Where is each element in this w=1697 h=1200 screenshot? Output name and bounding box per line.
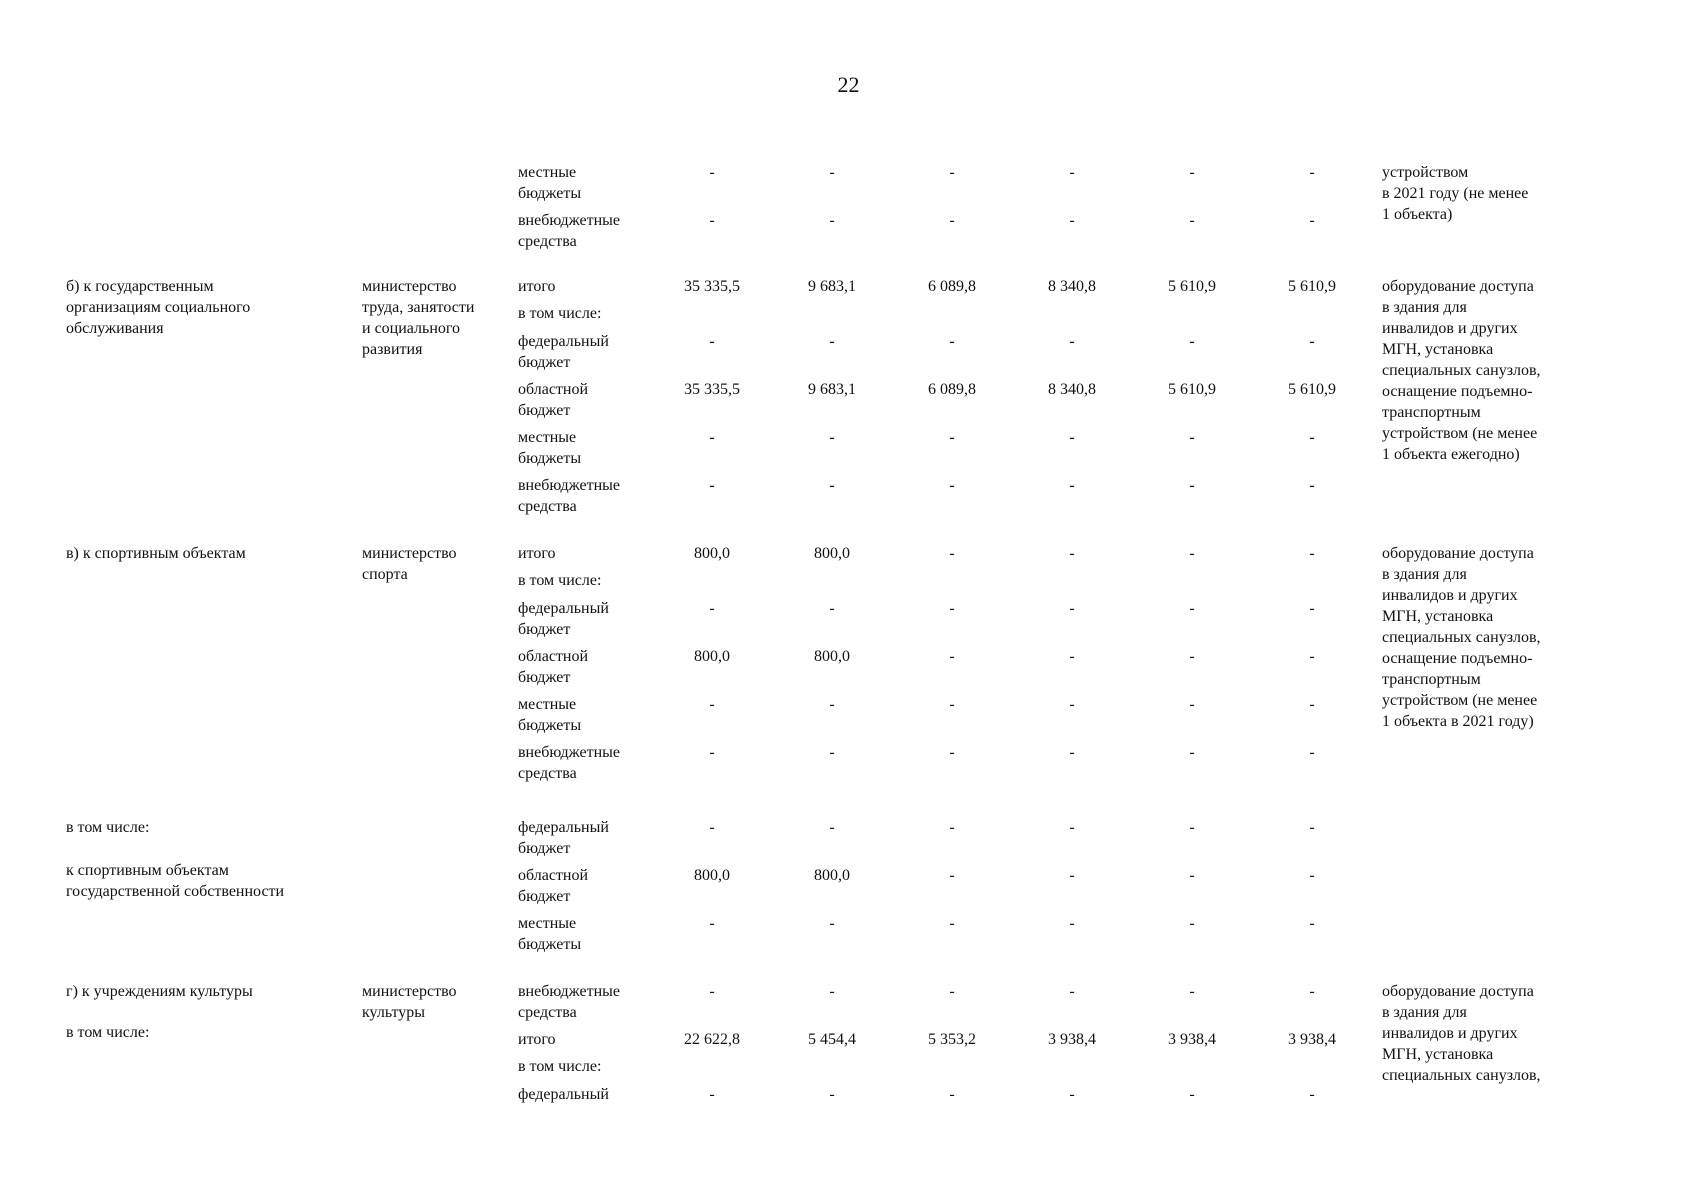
amount-cell: - — [1069, 867, 1075, 884]
amount-cell: - — [949, 164, 955, 181]
amount-cell: 5 610,9 — [1168, 278, 1216, 295]
amount-cell: 800,0 — [814, 545, 850, 562]
amount-cell: - — [829, 915, 835, 932]
funding-source-label: итого — [518, 545, 556, 562]
amount-cell: 35 335,5 — [684, 381, 740, 398]
amount-cell: - — [1069, 333, 1075, 350]
amount-cell: - — [949, 477, 955, 494]
amount-cell: - — [709, 819, 715, 836]
amount-cell: - — [1069, 696, 1075, 713]
amount-cell: - — [1309, 819, 1315, 836]
amount-cell: 9 683,1 — [808, 278, 856, 295]
amount-cell: - — [1309, 983, 1315, 1000]
amount-cell: - — [1069, 648, 1075, 665]
funding-source-label: областной бюджет — [518, 648, 589, 686]
amount-cell: 9 683,1 — [808, 381, 856, 398]
amount-cell: - — [829, 477, 835, 494]
amount-cell: - — [1309, 333, 1315, 350]
amount-cell: - — [1189, 983, 1195, 1000]
amount-cell: - — [1309, 867, 1315, 884]
row-title: в том числе: — [66, 819, 150, 836]
amount-cell: - — [949, 648, 955, 665]
amount-cell: - — [1069, 1086, 1075, 1103]
amount-cell: 800,0 — [694, 648, 730, 665]
amount-cell: - — [949, 1086, 955, 1103]
amount-cell: - — [1069, 600, 1075, 617]
amount-cell: - — [709, 429, 715, 446]
amount-cell: - — [1069, 983, 1075, 1000]
amount-cell: - — [1069, 744, 1075, 761]
amount-cell: - — [829, 600, 835, 617]
row-title: к спортивным объектам государственной собственности — [66, 862, 285, 900]
amount-cell: - — [1189, 648, 1195, 665]
amount-cell: - — [709, 915, 715, 932]
amount-cell: - — [949, 429, 955, 446]
amount-cell: - — [949, 744, 955, 761]
expected-result-note: устройством в 2021 году (не менее 1 объекта) — [1382, 164, 1529, 223]
amount-cell: 800,0 — [694, 545, 730, 562]
amount-cell: - — [1069, 819, 1075, 836]
amount-cell: - — [829, 696, 835, 713]
funding-source-label: местные бюджеты — [518, 696, 582, 734]
amount-cell: - — [1189, 545, 1195, 562]
amount-cell: - — [1309, 212, 1315, 229]
funding-source-label: итого — [518, 1031, 556, 1048]
amount-cell: - — [949, 545, 955, 562]
amount-cell: 5 610,9 — [1168, 381, 1216, 398]
amount-cell: 6 089,8 — [928, 381, 976, 398]
amount-cell: - — [949, 696, 955, 713]
funding-source-label: федеральный бюджет — [518, 600, 609, 638]
amount-cell: - — [949, 333, 955, 350]
amount-cell: - — [1069, 915, 1075, 932]
amount-cell: - — [709, 744, 715, 761]
amount-cell: - — [1069, 477, 1075, 494]
amount-cell: - — [1189, 164, 1195, 181]
amount-cell: - — [1189, 915, 1195, 932]
amount-cell: 5 610,9 — [1288, 381, 1336, 398]
amount-cell: - — [1309, 744, 1315, 761]
amount-cell: - — [1069, 545, 1075, 562]
amount-cell: - — [1189, 1086, 1195, 1103]
amount-cell: - — [1189, 212, 1195, 229]
funding-source-label: в том числе: — [518, 1058, 602, 1075]
amount-cell: - — [709, 164, 715, 181]
funding-source-label: внебюджетные средства — [518, 744, 620, 782]
amount-cell: - — [829, 212, 835, 229]
row-title: в том числе: — [66, 1024, 150, 1041]
amount-cell: - — [1309, 648, 1315, 665]
amount-cell: 8 340,8 — [1048, 381, 1096, 398]
amount-cell: - — [1309, 600, 1315, 617]
amount-cell: - — [1189, 819, 1195, 836]
amount-cell: - — [709, 477, 715, 494]
amount-cell: - — [949, 867, 955, 884]
amount-cell: - — [1189, 477, 1195, 494]
amount-cell: - — [709, 983, 715, 1000]
amount-cell: - — [1309, 164, 1315, 181]
funding-source-label: местные бюджеты — [518, 429, 582, 467]
amount-cell: - — [1189, 744, 1195, 761]
expected-result-note: оборудование доступа в здания для инвалидов и других МГН, установка специальных санузлов, — [1382, 983, 1541, 1084]
amount-cell: - — [1309, 915, 1315, 932]
amount-cell: - — [1309, 696, 1315, 713]
row-title: г) к учреждениям культуры — [66, 983, 253, 1000]
amount-cell: - — [1309, 545, 1315, 562]
amount-cell: 35 335,5 — [684, 278, 740, 295]
expected-result-note: оборудование доступа в здания для инвалидов и других МГН, установка специальных санузлов, оснащение подъемно- транспортным устройством (не менее 1 объекта ежегодно) — [1382, 278, 1541, 463]
amount-cell: - — [1309, 477, 1315, 494]
funding-source-label: областной бюджет — [518, 867, 589, 905]
amount-cell: 3 938,4 — [1288, 1031, 1336, 1048]
amount-cell: - — [1069, 429, 1075, 446]
funding-source-label: в том числе: — [518, 305, 602, 322]
amount-cell: - — [829, 1086, 835, 1103]
responsible-executor: министерство спорта — [362, 545, 457, 583]
amount-cell: - — [1189, 867, 1195, 884]
amount-cell: 8 340,8 — [1048, 278, 1096, 295]
amount-cell: 3 938,4 — [1168, 1031, 1216, 1048]
amount-cell: - — [829, 333, 835, 350]
funding-source-label: внебюджетные средства — [518, 477, 620, 515]
funding-source-label: итого — [518, 278, 556, 295]
amount-cell: - — [949, 819, 955, 836]
funding-source-label: федеральный — [518, 1086, 609, 1103]
amount-cell: - — [829, 983, 835, 1000]
row-title: в) к спортивным объектам — [66, 545, 246, 562]
amount-cell: - — [829, 164, 835, 181]
funding-source-label: федеральный бюджет — [518, 333, 609, 371]
amount-cell: 800,0 — [814, 648, 850, 665]
funding-source-label: внебюджетные средства — [518, 983, 620, 1021]
amount-cell: - — [1189, 696, 1195, 713]
amount-cell: - — [949, 600, 955, 617]
amount-cell: - — [1309, 429, 1315, 446]
amount-cell: 800,0 — [814, 867, 850, 884]
amount-cell: - — [949, 915, 955, 932]
funding-source-label: местные бюджеты — [518, 915, 582, 953]
amount-cell: - — [949, 983, 955, 1000]
funding-source-label: федеральный бюджет — [518, 819, 609, 857]
funding-source-label: в том числе: — [518, 572, 602, 589]
amount-cell: - — [709, 333, 715, 350]
amount-cell: - — [709, 1086, 715, 1103]
amount-cell: - — [1189, 429, 1195, 446]
amount-cell: - — [949, 212, 955, 229]
row-title: б) к государственным организациям социального обслуживания — [66, 278, 251, 337]
amount-cell: - — [1069, 212, 1075, 229]
amount-cell: - — [1069, 164, 1075, 181]
amount-cell: 6 089,8 — [928, 278, 976, 295]
funding-source-label: областной бюджет — [518, 381, 589, 419]
responsible-executor: министерство культуры — [362, 983, 457, 1021]
amount-cell: 3 938,4 — [1048, 1031, 1096, 1048]
funding-source-label: внебюджетные средства — [518, 212, 620, 250]
amount-cell: - — [829, 429, 835, 446]
amount-cell: 800,0 — [694, 867, 730, 884]
amount-cell: - — [829, 819, 835, 836]
amount-cell: 5 454,4 — [808, 1031, 856, 1048]
responsible-executor: министерство труда, занятости и социального развития — [362, 278, 475, 358]
funding-source-label: местные бюджеты — [518, 164, 582, 202]
amount-cell: 5 610,9 — [1288, 278, 1336, 295]
amount-cell: - — [709, 696, 715, 713]
expected-result-note: оборудование доступа в здания для инвалидов и других МГН, установка специальных санузлов, оснащение подъемно- транспортным устройством (не менее 1 объекта в 2021 году) — [1382, 545, 1541, 730]
amount-cell: - — [1189, 333, 1195, 350]
amount-cell: - — [1309, 1086, 1315, 1103]
amount-cell: 5 353,2 — [928, 1031, 976, 1048]
amount-cell: - — [709, 212, 715, 229]
amount-cell: - — [829, 744, 835, 761]
amount-cell: 22 622,8 — [684, 1031, 740, 1048]
page-number: 22 — [837, 72, 860, 97]
amount-cell: - — [709, 600, 715, 617]
amount-cell: - — [1189, 600, 1195, 617]
